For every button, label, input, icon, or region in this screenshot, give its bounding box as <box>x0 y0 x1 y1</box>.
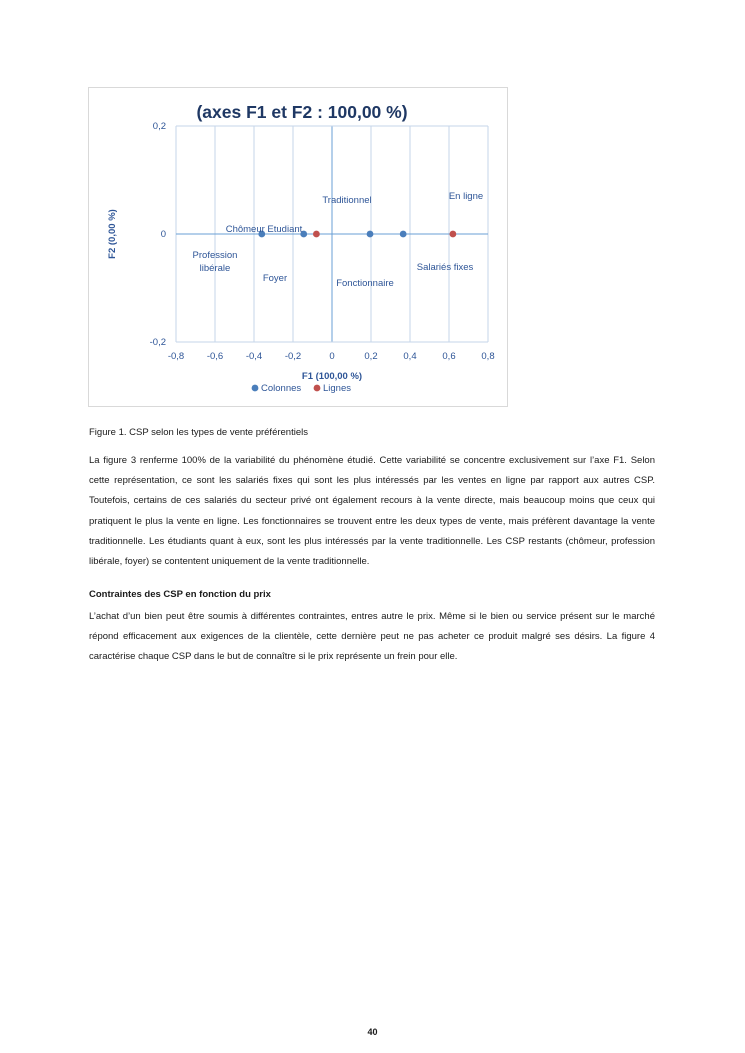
point-annotation: Traditionnel <box>322 195 372 206</box>
y-tick-label: 0 <box>160 229 166 240</box>
point-annotation: Foyer <box>262 273 288 284</box>
y-axis-label: F2 (0,00 %) <box>107 209 118 259</box>
paragraph-analysis: La figure 3 renferme 100% de la variabilité du phénomène étudié. Cette variabilité se concentre exclusivement sur l’axe F1. Selon cette représentation, ce sont les salariés fixes qui sont les plus intéressés par les ventes en ligne par rapport aux autres CSP. Toutefois, certains de ces salariés du secteur privé ont également recours à la vente directe, mais beaucoup moins que ceux qui pratiquent le plus la vente en ligne. Les fonctionnaires se trouvent entre les deux types de vente, mais préfèrent davantage la vente traditionnelle. Les étudiants quant à eux, sont les plus intéressés par la vente traditionnelle. Les CSP restants (chômeur, profession libérale, foyer) se contentent uniquement de la vente traditionnelle. <box>89 455 655 568</box>
figure-caption: Figure 1. CSP selon les types de vente préférentiels <box>89 427 308 438</box>
chart-title: (axes F1 et F2 : 100,00 %) <box>196 102 408 122</box>
chart-container <box>88 87 508 407</box>
x-tick-label: 0,8 <box>481 351 495 362</box>
point-annotation: Profession <box>192 250 238 261</box>
x-axis-label: F1 (100,00 %) <box>301 371 363 382</box>
y-tick-label: 0,2 <box>152 121 166 132</box>
scatter-chart <box>89 88 509 408</box>
legend-marker-lignes <box>314 385 321 392</box>
x-tick-label: -0,6 <box>206 351 224 362</box>
point-annotation: En ligne <box>448 191 484 202</box>
point-annotation: Fonctionnaire <box>336 278 394 289</box>
point-annotation: Chômeur Etudiant <box>225 224 303 235</box>
x-tick-label: -0,8 <box>167 351 185 362</box>
legend-label: Colonnes <box>261 383 302 394</box>
data-point-colonnes <box>400 231 407 238</box>
data-point-colonnes <box>367 231 374 238</box>
point-annotation: libérale <box>199 263 231 274</box>
data-point-lignes <box>313 231 320 238</box>
x-tick-label: 0 <box>329 351 335 362</box>
page-number: 40 <box>367 1027 378 1037</box>
paragraph-price: L’achat d’un bien peut être soumis à différentes contraintes, entres autre le prix. Même si le bien ou service présent sur le marché répond efficacement aux exigences de la clientèle, cette dernière peut ne pas acheter ce produit malgré ses désirs. La figure 4 caractérise chaque CSP dans le but de connaître si le prix représente un frein pour elle. <box>89 611 655 663</box>
point-annotation: Salariés fixes <box>416 262 474 273</box>
x-tick-label: 0,2 <box>364 351 378 362</box>
section-heading: Contraintes des CSP en fonction du prix <box>89 589 271 600</box>
data-point-lignes <box>450 231 457 238</box>
legend-label: Lignes <box>323 383 351 394</box>
x-tick-label: 0,6 <box>442 351 456 362</box>
x-tick-label: -0,4 <box>245 351 263 362</box>
x-tick-label: -0,2 <box>284 351 302 362</box>
x-tick-label: 0,4 <box>403 351 417 362</box>
legend-marker-colonnes <box>252 385 259 392</box>
y-tick-label: -0,2 <box>149 337 166 348</box>
